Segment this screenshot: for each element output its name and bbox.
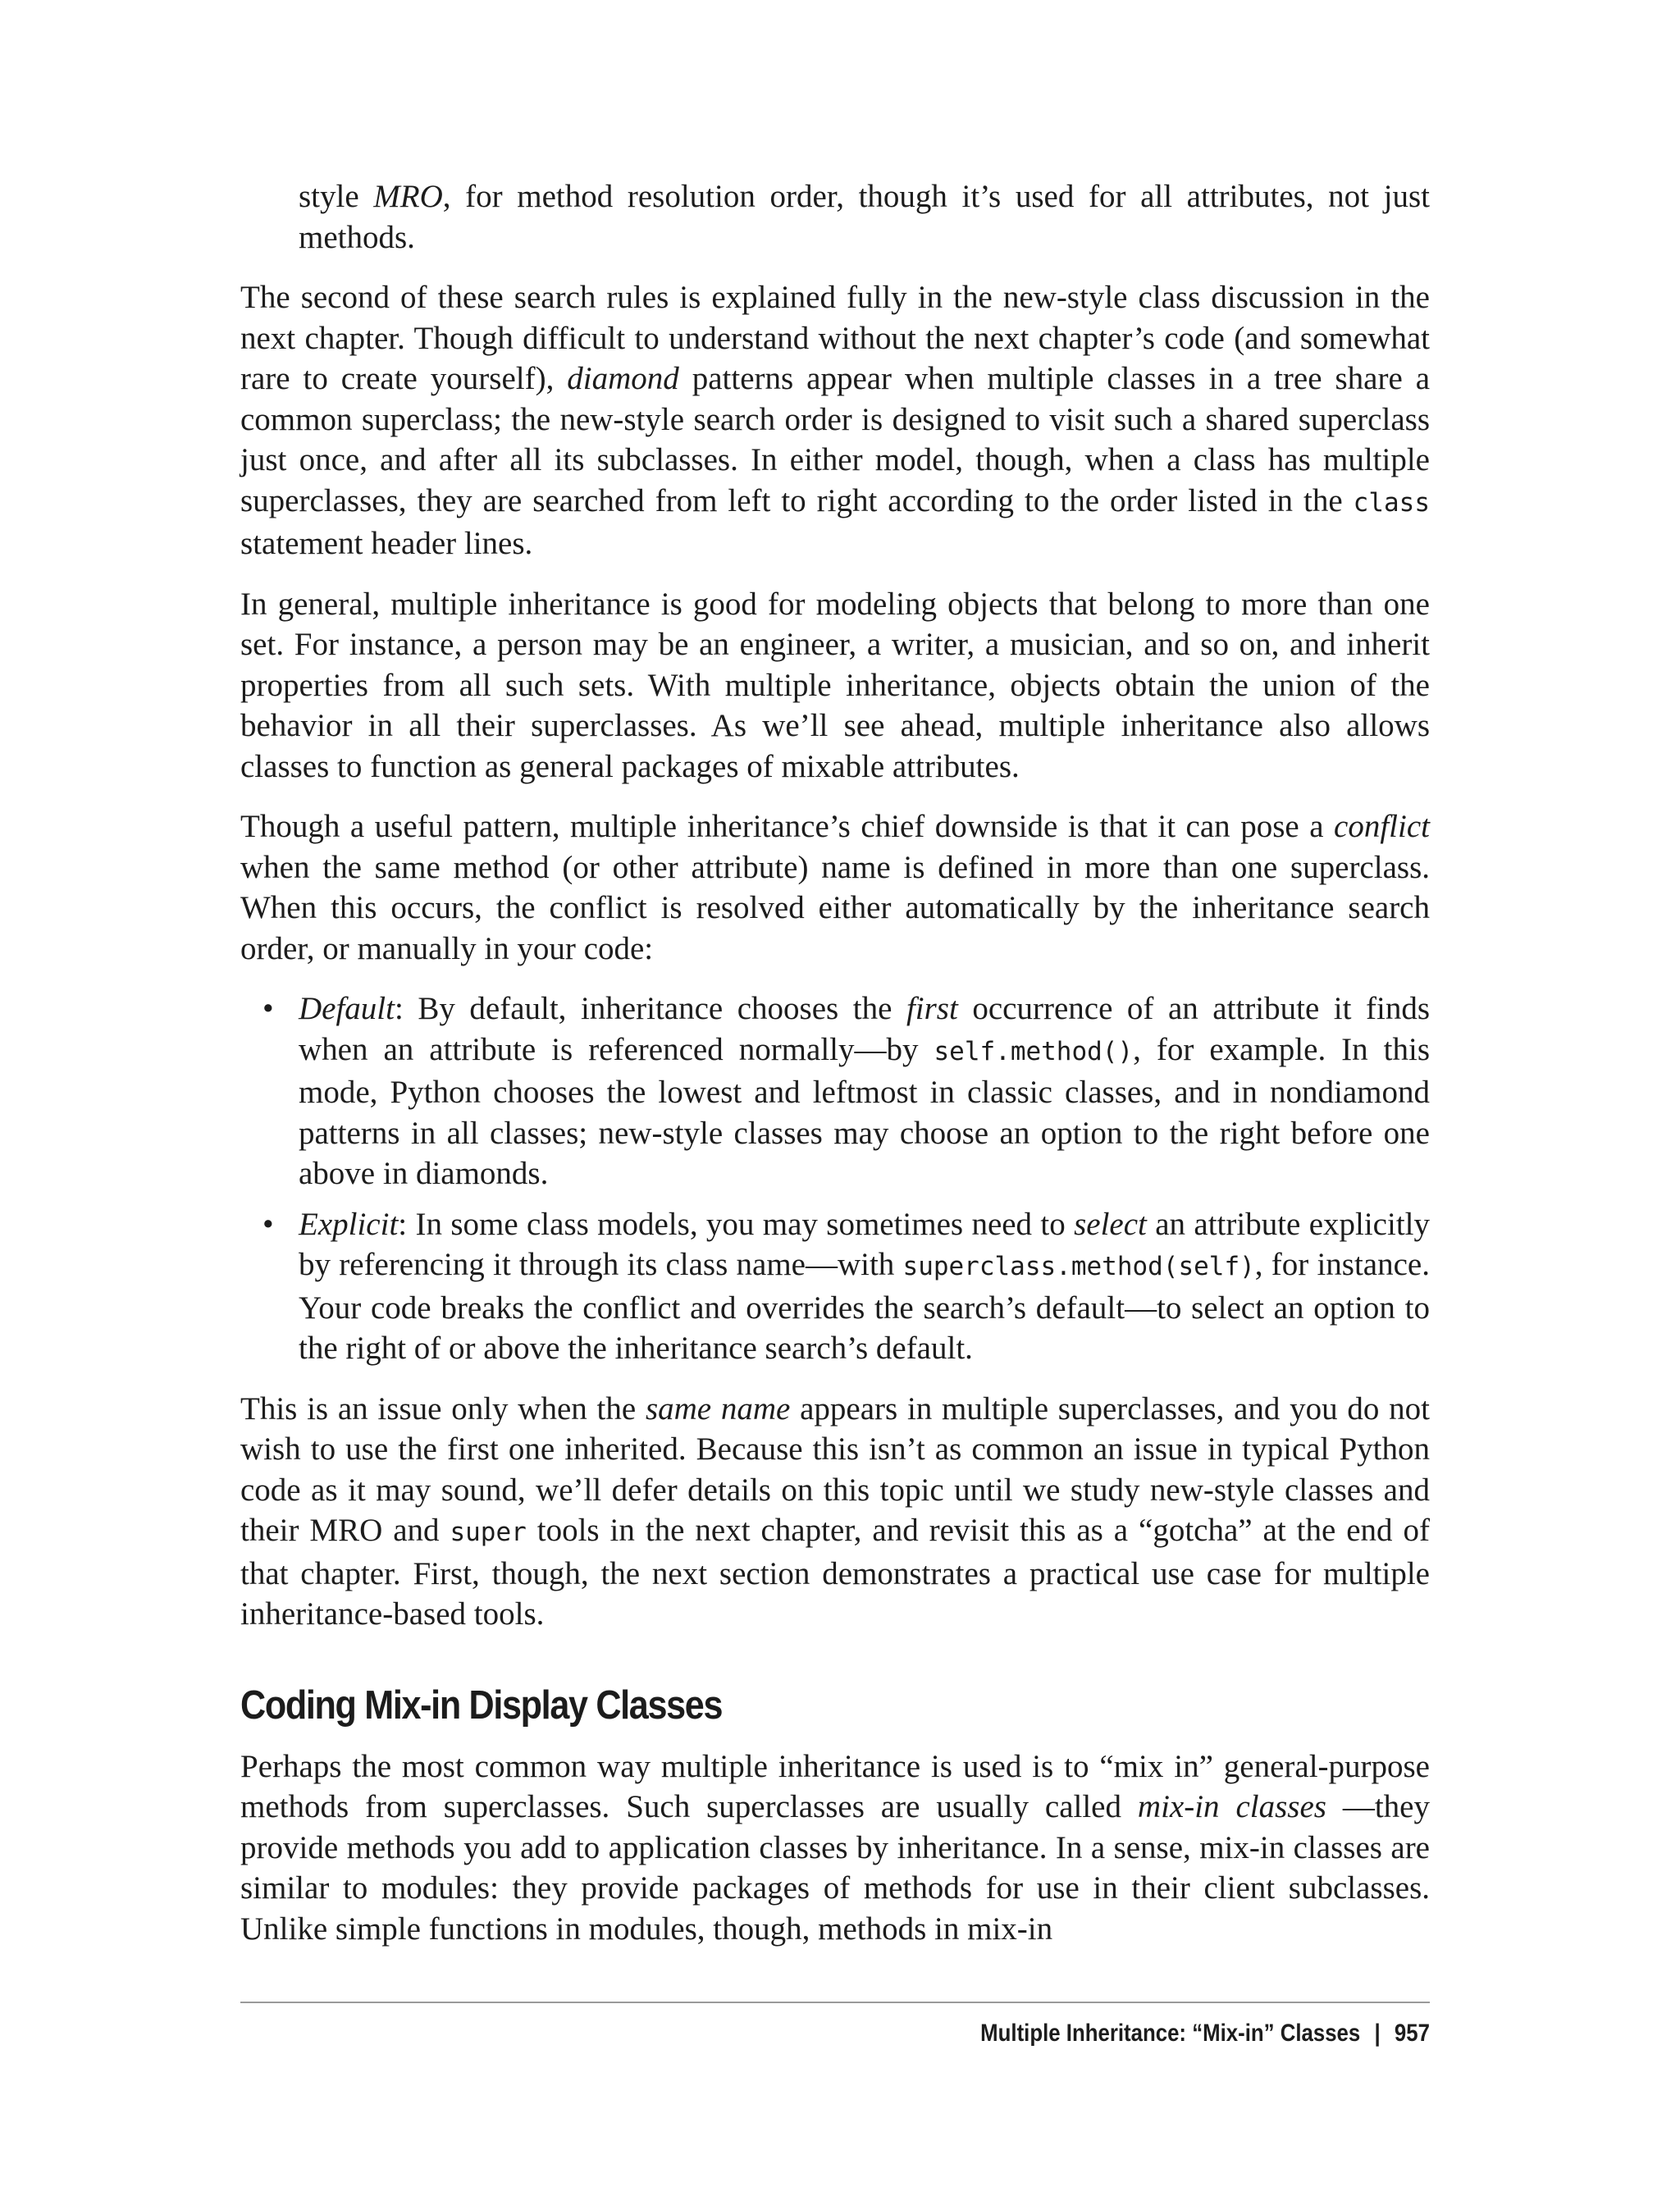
footer-divider	[240, 2002, 1430, 2003]
text-run: : By default, inheritance chooses the	[394, 991, 906, 1026]
search-rules-paragraph	[240, 277, 1430, 564]
text-run: , for instance. Your code breaks the conflict and overrides the search’s default—to select an option to the right of or above the inheritance search’s default.	[299, 1247, 1430, 1366]
bullet-explicit	[262, 1204, 1431, 1369]
text-run: Perhaps the most common way multiple inheritance is used is to “mix in” general-purpose methods from superclasses. Such superclasses are usually called	[240, 1748, 1430, 1824]
text-run: patterns appear when multiple classes in a tree share a common superclass; the new-style search order is designed to visit such a shared superclass just once, and after all its subclasses. In either model, though, when a class has multiple superclasses, they are searched from left to right according to the order listed in the	[240, 361, 1430, 518]
emphasis-run: conflict	[1334, 809, 1430, 844]
emphasis-run: mix-in classes	[1137, 1789, 1326, 1824]
text-run: when the same method (or other attribute) name is defined in more than one superclass. When this occurs, the conflict is resolved either automatically by the inheritance search order, or manually in your code:	[240, 849, 1430, 966]
bullet-term: Explicit	[299, 1206, 399, 1242]
text-run: , for example. In this mode, Python chooses the lowest and leftmost in classic classes, and in nondiamond patterns in all classes; new-style classes may choose an option to the right before one above in diamonds.	[299, 1031, 1431, 1191]
bullet-marker: •	[262, 991, 274, 1026]
emphasis-run: same name	[645, 1390, 791, 1427]
mixin-paragraph	[240, 1746, 1430, 1950]
emphasis-run: first	[906, 991, 958, 1026]
intro-continuation-paragraph	[299, 176, 1430, 258]
text-run: style	[299, 179, 374, 214]
text-run: Though a useful pattern, multiple inheritance’s chief downside is that it can pose a	[240, 809, 1335, 844]
text-run: appears in multiple superclasses, and you do not wish to use the first one inherited. Because this isn’t as common an issue in typical Python code as it may sound, we’ll defer details on this topic until we study new-style classes and their MRO and	[240, 1390, 1430, 1548]
general-paragraph: In general, multiple inheritance is good for modeling objects that belong to more than one set. For instance, a person may be an engineer, a writer, a musician, and so on, and inherit properties from all such sets. With multiple inheritance, objects obtain the union of the behavior in all their superclasses. As we’ll see ahead, multiple inheritance also allows classes to function as general packages of mixable attributes.	[240, 586, 1430, 784]
text-run: an attribute explicitly by referencing it through its class name—with	[299, 1206, 1431, 1282]
text-run: , for method resolution order, though it’s used for all attributes, not just methods.	[299, 179, 1430, 255]
page-number: 957	[1394, 2020, 1430, 2047]
footer-separator: |	[1374, 2020, 1381, 2047]
inline-code: class	[1353, 487, 1430, 518]
inline-code: superclass.method(self)	[902, 1252, 1255, 1281]
page-footer	[980, 2020, 1430, 2048]
issue-paragraph	[240, 1389, 1430, 1635]
emphasis-run: select	[1074, 1206, 1147, 1242]
bullet-term: Default	[299, 991, 395, 1026]
text-run: This is an issue only when the	[240, 1390, 646, 1427]
text-run: tools in the next chapter, and revisit this as a “gotcha” at the end of that chapter. First, though, the next section demonstrates a practical use case for multiple inheritance-based tools.	[240, 1513, 1430, 1632]
text-run: occurrence of an attribute it finds when an attribute is referenced normally—by	[299, 991, 1430, 1067]
bullet-default	[262, 988, 1431, 1194]
inline-code: super	[450, 1518, 527, 1547]
resolution-bullet-list	[240, 988, 1430, 1369]
bullet-marker: •	[262, 1206, 274, 1242]
conflict-paragraph	[240, 806, 1430, 969]
page-body	[240, 176, 1430, 1969]
running-title: Multiple Inheritance: “Mix-in” Classes	[980, 2020, 1361, 2047]
section-heading: Coding Mix-in Display Classes	[240, 1682, 723, 1728]
inline-code: self.method()	[934, 1036, 1134, 1066]
text-run: —they provide methods you add to application classes by inheritance. In a sense, mix-in classes are similar to modules: they provide packages of methods for use in their client subclasses. Unlike simple functions in modules, though, methods in mix-in	[240, 1789, 1430, 1947]
emphasis-run: MRO	[373, 179, 443, 214]
text-run: statement header lines.	[240, 526, 533, 561]
text-run: The second of these search rules is explained fully in the new-style class discussion in the next chapter. Though difficult to understand without the next chapter’s code (and somewhat rare to create yourself),	[240, 280, 1430, 396]
emphasis-run: diamond	[567, 361, 679, 396]
text-run: : In some class models, you may sometimes need to	[398, 1206, 1075, 1242]
